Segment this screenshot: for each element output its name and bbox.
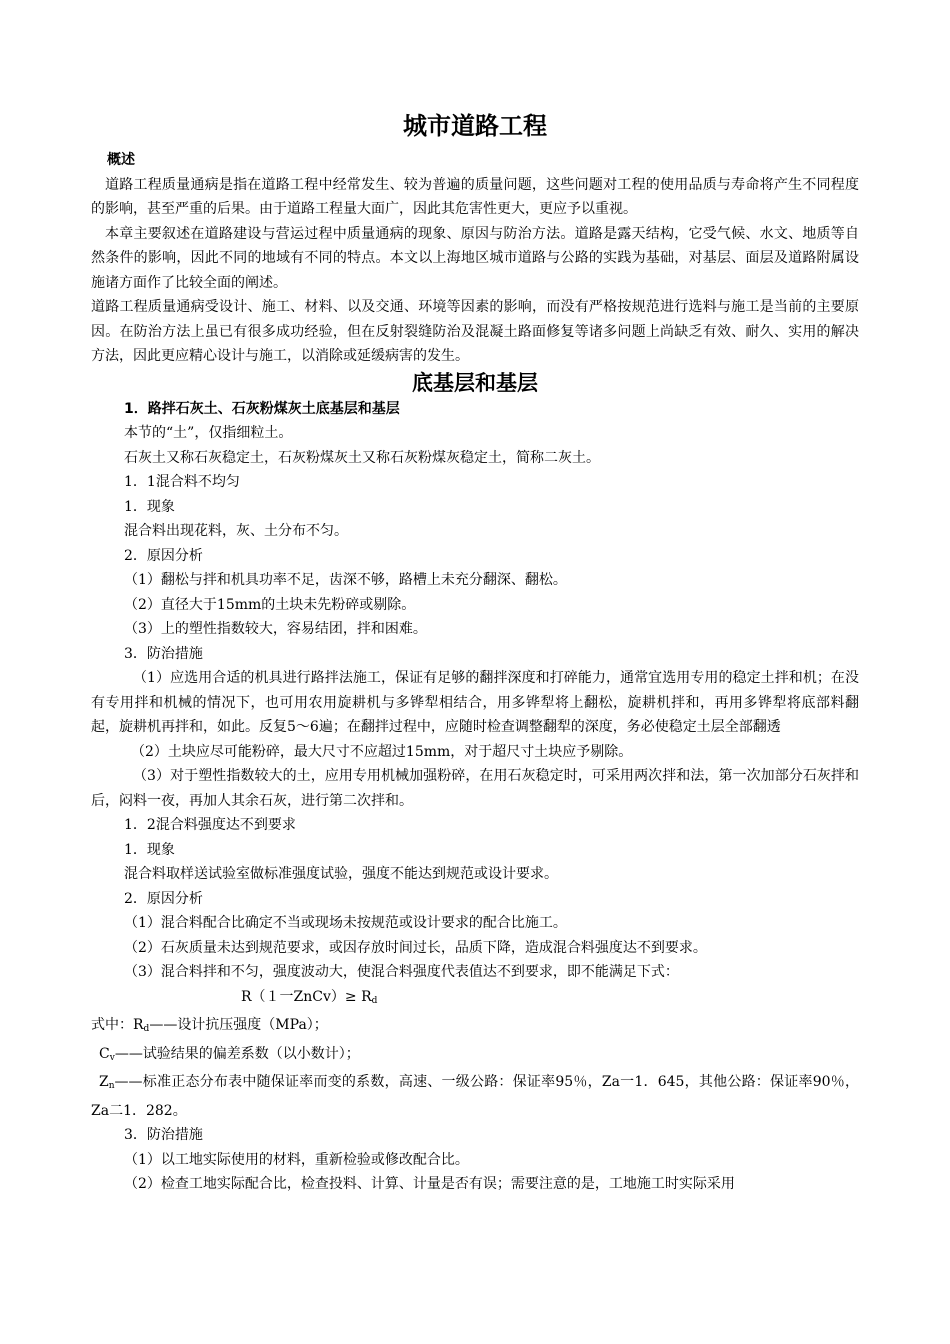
variable-definition — [91, 1070, 859, 1123]
variable-definition — [91, 1042, 859, 1071]
zn-prefix: Z — [99, 1074, 109, 1090]
formula-main: R（１一ZnCv）≥ R — [241, 988, 372, 1005]
list-item: （2）直径大于15mm的土块未先粉碎或剔除。 — [124, 596, 416, 613]
item-label: 1．现象 — [124, 841, 175, 858]
list-item: （3）上的塑性指数较大，容易结团，拌和困难。 — [124, 621, 427, 637]
body-text: 混合料取样送试验室做标准强度试验，强度不能达到规范或设计要求。 — [124, 866, 558, 882]
zn-subscript: n — [108, 1081, 115, 1091]
item-label: 3．防治措施 — [124, 645, 203, 662]
item-label: 3．防治措施 — [124, 1127, 203, 1143]
list-item: （1）混合料配合比确定不当或现场未按规范或设计要求的配合比施工。 — [124, 915, 567, 931]
item-title: 1．1混合料不均匀 — [124, 474, 240, 490]
list-item: （3）对于塑性指数较大的土，应用专用机械加强粉碎，在用石灰稳定时，可采用两次拌和法，第一次加部分石灰拌和后，闷料一夜，再加人其余石灰，进行第二次拌和。 — [91, 768, 859, 809]
variable-definition — [91, 1013, 859, 1042]
document-title: 城市道路工程 — [403, 112, 547, 140]
document-page — [91, 110, 859, 1197]
where-subscript: d — [143, 1024, 150, 1034]
where-prefix: 式中：R — [91, 1017, 144, 1033]
cv-subscript: v — [109, 1052, 115, 1063]
section-title: 底基层和基层 — [412, 370, 538, 395]
item-label: 1．现象 — [124, 498, 175, 515]
item-label: 2．原因分析 — [124, 890, 203, 907]
where-text: ——设计抗压强度（MPa）； — [149, 1017, 328, 1033]
list-item: （1）应选用合适的机具进行路拌法施工，保证有足够的翻拌深度和打碎能力，通常宜选用专用的稳定土拌和机；在没有专用拌和机械的情况下，也可用农用旋耕机与多铧犁相结合，用多铧犁将上翻松，旋耕机拌和，再用多铧犁将底部料翻起，旋耕机再拌和，如此。反复5～6遍；在翻拌过程中，应随时检查调整翻犁的深度，务必使稳定土层全部翻透 — [91, 670, 859, 735]
overview-paragraph: 道路工程质量通病受设计、施工、材料、以及交通、环境等因素的影响，而没有严格按规范进行选料与施工是当前的主要原因。在防治方法上虽已有很多成功经验，但在反射裂缝防治及混凝土路面修复等诸多问题上尚缺乏有效、耐久、实用的解决方法，因此更应精心设计与施工，以消除或延缓病害的发生。 — [91, 299, 859, 364]
list-item: （2）检查工地实际配合比，检查投料、计算、计量是否有误；需要注意的是，工地施工时实际采用 — [124, 1176, 735, 1192]
overview-paragraph: 道路工程质量通病是指在道路工程中经常发生、较为普遍的质量问题，这些问题对工程的使用品质与寿命将产生不同程度的影响，甚至严重的后果。由于道路工程量大面广，因此其危害性更大，更应予以重视。 — [91, 176, 859, 217]
list-item: （2）石灰质量未达到规范要求，或因存放时间过长，品质下降，造成混合料强度达不到要求。 — [124, 939, 707, 956]
list-item: （2）土块应尽可能粉碎，最大尺寸不应超过15mm，对于超尺寸土块应予剔除。 — [131, 743, 633, 760]
zn-text: ——标准正态分布表中随保证率而变的系数，高速、一级公路：保证率95％，Za一1．645，其他公路：保证率90％，Za二1．282。 — [91, 1074, 859, 1119]
body-text: 石灰土又称石灰稳定土，石灰粉煤灰土又称石灰粉煤灰稳定土，简称二灰土。 — [124, 449, 600, 466]
cv-prefix: C — [99, 1045, 110, 1062]
item-title: 1．2混合料强度达不到要求 — [124, 817, 296, 833]
overview-paragraph: 本章主要叙述在道路建设与营运过程中质量通病的现象、原因与防治方法。道路是露天结构，它受气候、水文、地质等自然条件的影响，因此不同的地域有不同的特点。本文以上海地区城市道路与公路的实践为基础，对基层、面层及道路附属设施诸方面作了比较全面的阐述。 — [91, 225, 859, 291]
item-label: 2．原因分析 — [124, 547, 203, 564]
list-item: （1）以工地实际使用的材料，重新检验或修改配合比。 — [124, 1151, 469, 1168]
formula — [91, 985, 859, 1014]
formula-subscript: d — [371, 995, 378, 1006]
body-text: 本节的“土”，仅指细粒土。 — [124, 425, 293, 441]
list-item: （3）混合料拌和不匀，强度波动大，使混合料强度代表值达不到要求，即不能满足下式： — [124, 964, 679, 980]
overview-heading: 概述 — [107, 152, 135, 168]
body-text: 混合料出现花料，灰、土分布不匀。 — [124, 523, 348, 539]
cv-text: ——试验结果的偏差系数（以小数计）； — [114, 1045, 360, 1062]
list-item: （1）翻松与拌和机具功率不足，齿深不够，路槽上未充分翻深、翻松。 — [124, 572, 567, 588]
subsection-heading: 1．路拌石灰土、石灰粉煤灰土底基层和基层 — [124, 400, 400, 417]
